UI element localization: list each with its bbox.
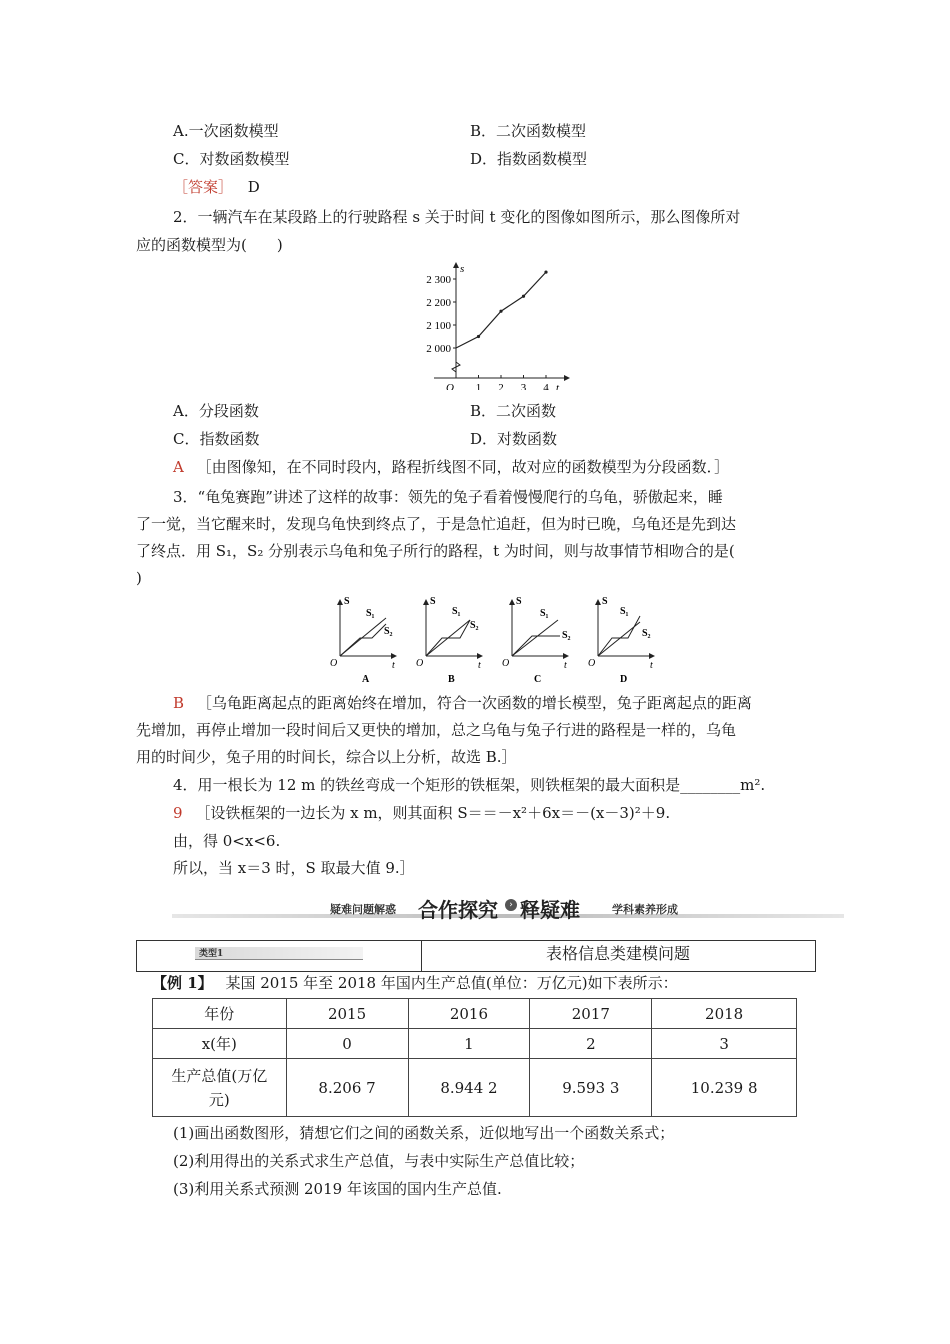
- section-main-title: 合作探究: [418, 898, 498, 922]
- example-task-3: (3)利用关系式预测 2019 年该国的国内生产总值.: [173, 1180, 502, 1198]
- q3-explanation-line2: 先增加，再停止增加一段时间后又更快的增加，总之乌龟与兔子行进的路程是一样的，乌龟: [136, 721, 737, 739]
- q3-a-s2-label: S₂: [384, 626, 393, 637]
- chart-x-arrow: [564, 375, 570, 381]
- q3-d-label: D: [620, 674, 628, 685]
- q3-d-origin: O: [588, 658, 596, 669]
- q1-option-a: A.一次函数模型: [173, 122, 279, 140]
- answer-label: ［答案］: [173, 178, 234, 196]
- q3-a-axis-x: t: [392, 660, 395, 671]
- q4-explanation-line1: [173, 800, 670, 826]
- chart-x-tick-label: 4: [543, 382, 549, 390]
- q4-stem: 4．用一根长为 12 m 的铁丝弯成一个矩形的铁框架，则铁框架的最大面积是________m².: [173, 776, 766, 794]
- q3-d-axis-y: S: [602, 596, 608, 607]
- table-cell: 2015: [286, 999, 408, 1029]
- q2-explanation-text: ［由图像知，在不同时段内，路程折线图不同，故对应的函数模型为分段函数．］: [196, 458, 730, 476]
- chart-point: [499, 310, 502, 313]
- q4-explanation-line2: 由，得 0<x<6.: [173, 832, 281, 850]
- chart-point: [544, 271, 547, 274]
- q3-c-s1-label: S₁: [540, 608, 549, 619]
- q3-b-s1-label: S₁: [452, 606, 461, 617]
- q3-c-origin: O: [502, 658, 510, 669]
- example-label: 【例 1】: [152, 974, 213, 992]
- type-tag-bar: [195, 947, 363, 960]
- q3-d-axis-x: t: [650, 660, 653, 671]
- q3-b-label: B: [448, 674, 455, 685]
- q3-c-s2-line: [512, 636, 560, 656]
- q2-option-a: A．分段函数: [173, 402, 259, 420]
- q3-a-origin: O: [330, 658, 338, 669]
- q3-c-label: C: [534, 674, 542, 685]
- q4-answer-value: 9: [173, 804, 183, 822]
- q1-answer: [173, 174, 260, 200]
- chart-x-tick-label: 2: [498, 382, 504, 390]
- q3-graphs: [326, 594, 666, 686]
- section-banner-rule: [172, 914, 844, 918]
- table-cell: 2018: [652, 999, 797, 1029]
- gdp-label-line1: 生产总值(万亿: [171, 1066, 268, 1085]
- q3-c-axis-x: t: [564, 660, 567, 671]
- q3-explanation-text1: ［乌龟距离起点的距离始终在增加，符合一次函数的增长模型，兔子距离起点的距离: [196, 694, 752, 712]
- table-cell: 0: [286, 1029, 408, 1059]
- q3-a-s1-label: S₁: [366, 608, 375, 619]
- answer-value: D: [247, 178, 260, 196]
- table-cell: 9.593 3: [530, 1059, 652, 1117]
- chart-x-axis-label: t: [556, 382, 560, 390]
- gdp-table: [152, 998, 797, 1117]
- chart-x-tick-label: 3: [520, 382, 527, 390]
- table-cell: [153, 1059, 287, 1117]
- table-cell: 1: [408, 1029, 530, 1059]
- q3-b-axis-y: S: [430, 596, 436, 607]
- q3-d-s2-label: S₂: [642, 628, 651, 639]
- chart-point: [522, 295, 525, 298]
- example-text: 某国 2015 年至 2018 年国内生产总值(单位：万亿元)如下表所示：: [225, 974, 678, 992]
- gdp-label-line2: 元): [208, 1090, 230, 1109]
- table-cell: 3: [652, 1029, 797, 1059]
- q3-stem-line4: ): [136, 569, 142, 587]
- q3-stem-line2: 了一觉，当它醒来时，发现乌龟快到终点了，于是急忙追赶，但为时已晚，乌龟还是先到达: [136, 515, 737, 533]
- q3-answer-letter: B: [173, 694, 185, 712]
- q1-option-c: C．对数函数模型: [173, 150, 290, 168]
- section-left-label: 疑难问题解惑: [330, 903, 396, 916]
- table-cell: 2016: [408, 999, 530, 1029]
- section-main-title-2: 释疑难: [520, 898, 580, 922]
- example-task-1: (1)画出函数图形，猜想它们之间的函数关系，近似地写出一个函数关系式；: [173, 1124, 675, 1142]
- q2-stem-line2: 应的函数模型为( ): [136, 236, 283, 254]
- distance-time-chart: [414, 260, 574, 390]
- chart-y-arrow: [453, 262, 459, 268]
- q3-graph-c: [502, 596, 571, 685]
- q2-option-d: D．对数函数: [470, 430, 558, 448]
- q3-explanation-line3: 用的时间少，兔子用的时间长，综合以上分析，故选 B.］: [136, 748, 517, 766]
- table-cell: 年份: [153, 999, 287, 1029]
- table-cell: x(年): [153, 1029, 287, 1059]
- chart-x-tick-label: 1: [475, 382, 482, 390]
- example-task-2: (2)利用得出的关系式求生产总值，与表中实际生产总值比较；: [173, 1152, 585, 1170]
- q4-explanation-line3: 所以，当 x＝3 时，S 取最大值 9.］: [173, 859, 415, 877]
- table-row: [153, 1029, 797, 1059]
- q3-graph-a: [330, 596, 396, 685]
- q3-c-axis-y: S: [516, 596, 522, 607]
- table-cell: 2017: [530, 999, 652, 1029]
- q3-a-s2-line: [340, 624, 386, 656]
- q3-b-origin: O: [416, 658, 424, 669]
- q3-c-s2-label: S₂: [562, 630, 571, 641]
- q2-stem-line1: 2．一辆汽车在某段路上的行驶路程 s 关于时间 t 变化的图像如图所示，那么图像所对: [173, 208, 741, 226]
- q3-a-axis-y: S: [344, 596, 350, 607]
- q3-graph-b: [416, 596, 482, 685]
- q1-option-b: B．二次函数模型: [470, 122, 587, 140]
- q3-b-axis-x: t: [478, 660, 481, 671]
- table-cell: 10.239 8: [652, 1059, 797, 1117]
- type-box: [136, 940, 816, 972]
- table-row: [153, 1059, 797, 1117]
- q3-graph-d: [588, 596, 654, 685]
- chart-y-tick-label: 2 300: [426, 274, 451, 286]
- table-cell: 2: [530, 1029, 652, 1059]
- example-intro: [152, 970, 678, 996]
- chart-y-tick-label: 2 000: [426, 343, 451, 355]
- q3-b-s2-label: S₂: [470, 620, 479, 631]
- q2-answer-letter: A: [173, 458, 184, 476]
- q2-option-b: B．二次函数: [470, 402, 557, 420]
- chart-y-tick-label: 2 100: [426, 320, 451, 332]
- chart-origin-label: O: [446, 382, 454, 390]
- table-cell: 8.206 7: [286, 1059, 408, 1117]
- type-box-title: 表格信息类建模问题: [545, 944, 690, 963]
- chart-y-axis-label: s: [460, 263, 465, 275]
- section-banner: [172, 896, 844, 922]
- q3-explanation-line1: [173, 690, 752, 716]
- q3-c-s1-line: [512, 620, 558, 656]
- table-cell: 8.944 2: [408, 1059, 530, 1117]
- q2-explanation: [173, 454, 729, 480]
- table-row: [153, 999, 797, 1029]
- q4-explanation-text1: ［设铁框架的一边长为 x m，则其面积 S＝＝－x²＋6x＝－(x－3)²＋9.: [195, 804, 671, 822]
- chart-y-tick-label: 2 200: [426, 297, 451, 309]
- q2-option-c: C．指数函数: [173, 430, 260, 448]
- type-tag: 类型1: [199, 949, 224, 959]
- q3-d-s1-label: S₁: [620, 606, 629, 617]
- section-right-label: 学科素养形成: [612, 903, 678, 916]
- chart-point: [477, 335, 480, 338]
- q3-stem-line1: 3．“龟兔赛跑”讲述了这样的故事：领先的兔子看着慢慢爬行的乌龟，骄傲起来，睡: [173, 488, 723, 506]
- q1-option-d: D．指数函数模型: [470, 150, 588, 168]
- q3-d-s2-line: [598, 616, 640, 656]
- q3-stem-line3: 了终点．用 S₁，S₂ 分别表示乌龟和兔子所行的路程，t 为时间，则与故事情节相吻合的是(: [136, 542, 735, 560]
- q3-a-label: A: [362, 674, 370, 685]
- chevron-right-icon: ›: [505, 899, 517, 911]
